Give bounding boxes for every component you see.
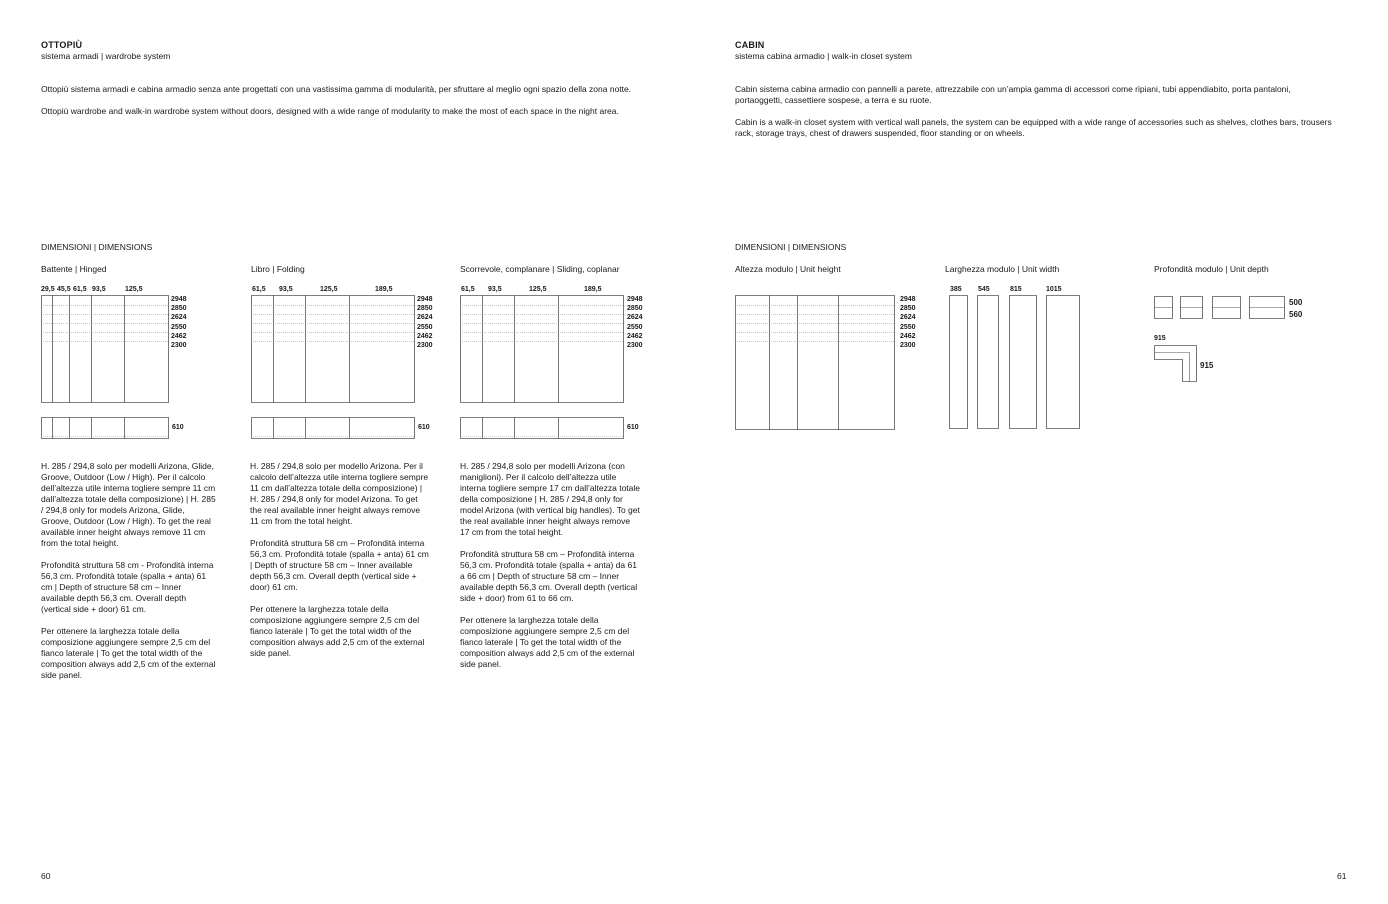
- left-intro-en: Ottopiù wardrobe and walk-in wardrobe system without doors, designed with a wide range of modularity to make the most of each space in the night area.: [41, 106, 619, 116]
- left-title: OTTOPIÙ: [41, 40, 83, 50]
- module-panel-545: [978, 296, 999, 429]
- width-label: 61,5: [252, 286, 266, 293]
- right-intro-en: Cabin is a walk-in closet system with vertical wall panels, the system can be equipped with a wide range of accessories such as shelves, clothes bars, trousers rack, storage trays, chest of drawers suspended, floor standing or on wheels.: [735, 117, 1332, 138]
- hinged-height-labels: [171, 295, 187, 350]
- unit-height-drawing: [735, 295, 895, 430]
- width-label: 1015: [1046, 286, 1062, 293]
- unit-depth-labels: [1289, 297, 1302, 320]
- corner-depth-top-label: 915: [1154, 335, 1166, 342]
- sliding-height-labels: [627, 295, 643, 350]
- height-label: 2948: [627, 296, 643, 303]
- depth-label: 500: [1289, 298, 1303, 307]
- note-paragraph: Profondità struttura 58 cm – Profondità interna 56,3 cm. Profondità totale (spalla + anta) 61 cm | Depth of structure 58 cm – Inner available depth 56,3 cm. Overall depth (vertical side + door) 61 cm.: [250, 538, 429, 592]
- height-label: 2850: [627, 305, 643, 313]
- unit-height-label: Altezza modulo | Unit height: [735, 264, 841, 274]
- right-dimensions-heading: DIMENSIONI | DIMENSIONS: [735, 242, 847, 252]
- height-label: 2948: [900, 296, 916, 303]
- sliding-label: Scorrevole, complanare | Sliding, coplanar: [460, 264, 620, 274]
- note-paragraph: H. 285 / 294,8 solo per modelli Arizona, Glide, Groove, Outdoor (Low / High). Per il calcolo dell’altezza utile interna togliere sempre 11 cm dall’altezza totale della composizione) | H. 285 / 294,8 only for models Arizona, Glide, Groove, Outdoor (Low / High). To get the real available inner height always remove 11 cm from the total height.: [41, 461, 216, 548]
- height-label: 2300: [171, 342, 187, 350]
- height-label: 2624: [900, 314, 916, 322]
- note-paragraph: Per ottenere la larghezza totale della composizione aggiungere sempre 2,5 cm del fianco laterale | To get the total width of the composition always add 2,5 cm of the external side panel.: [460, 615, 635, 669]
- note-paragraph: Per ottenere la larghezza totale della composizione aggiungere sempre 2,5 cm del fianco laterale | To get the total width of the composition always add 2,5 cm of the external side panel.: [41, 626, 216, 680]
- unit-width-drawing: [945, 295, 1085, 430]
- height-label: 2300: [627, 342, 643, 350]
- hinged-notes: [41, 461, 216, 692]
- height-label: 2850: [171, 305, 187, 313]
- hinged-depth-label: 610: [172, 424, 184, 431]
- folding-label: Libro | Folding: [251, 264, 305, 274]
- folding-depth-label: 610: [418, 424, 430, 431]
- width-label: 93,5: [92, 286, 106, 293]
- height-label: 2462: [417, 332, 433, 340]
- width-label: 385: [950, 286, 962, 293]
- folding-elevation-drawing: [251, 295, 415, 403]
- width-label: 189,5: [584, 286, 602, 293]
- height-label: 2624: [171, 314, 187, 322]
- width-label: 125,5: [320, 286, 338, 293]
- module-panel-385: [950, 296, 968, 429]
- left-intro: [41, 84, 681, 128]
- height-label: 2462: [171, 332, 187, 340]
- width-label: 125,5: [529, 286, 547, 293]
- width-label: 45,5: [57, 286, 71, 293]
- width-label: 815: [1010, 286, 1022, 293]
- depth-label: 560: [1289, 309, 1303, 319]
- unit-depth-plan-drawing: [1154, 296, 1286, 322]
- right-intro-it: Cabin sistema cabina armadio con pannelli a parete, attrezzabile con un’ampia gamma di accessori come ripiani, tubi appendiabito, porta pantaloni, portaoggetti, cassettiere sospese, a terra e su ruote.: [735, 84, 1291, 105]
- folding-notes: [250, 461, 430, 670]
- module-panel-815: [1010, 296, 1037, 429]
- module-panel-1015: [1047, 296, 1080, 429]
- height-label: 2850: [417, 305, 433, 313]
- unit-height-labels: [900, 295, 916, 350]
- height-label: 2550: [171, 323, 187, 331]
- right-title: CABIN: [735, 40, 765, 50]
- height-label: 2850: [900, 305, 916, 313]
- unit-width-label: Larghezza modulo | Unit width: [945, 264, 1060, 274]
- width-label: 61,5: [73, 286, 87, 293]
- width-label: 93,5: [488, 286, 502, 293]
- note-paragraph: H. 285 / 294,8 solo per modello Arizona. Per il calcolo dell’altezza utile interna togliere sempre 11 cm dall’altezza totale della composizione) | H. 285 / 294,8 only for model Arizona. To get the real available inner height always remove 11 cm from the total height.: [250, 461, 429, 526]
- width-label: 61,5: [461, 286, 475, 293]
- height-label: 2462: [627, 332, 643, 340]
- page-number-left: 60: [41, 871, 51, 881]
- sliding-depth-label: 610: [627, 424, 639, 431]
- width-label: 93,5: [279, 286, 293, 293]
- sliding-notes: [460, 461, 640, 681]
- folding-plan-drawing: [251, 417, 415, 439]
- hinged-elevation-drawing: [41, 295, 169, 403]
- width-label: 189,5: [375, 286, 393, 293]
- hinged-label: Battente | Hinged: [41, 264, 107, 274]
- left-dimensions-heading: DIMENSIONI | DIMENSIONS: [41, 242, 153, 252]
- page-number-right: 61: [1337, 871, 1347, 881]
- note-paragraph: Profondità struttura 58 cm – Profondità interna 56,3 cm. Profondità totale (spalla + anta) da 61 a 66 cm | Depth of structure 58 cm – Inner available depth 56,3 cm. Overall depth (vertical side + door) from 61 to 66 cm.: [460, 549, 638, 603]
- note-paragraph: Profondità struttura 58 cm - Profondità interna 56,3 cm. Profondità totale (spalla + anta) 61 cm | Depth of structure 58 cm – Inner available depth 56,3 cm. Overall depth (vertical side + door) 61 cm.: [41, 560, 214, 614]
- height-label: 2462: [900, 332, 916, 340]
- note-paragraph: H. 285 / 294,8 solo per modelli Arizona (con maniglioni). Per il calcolo dell’altezza utile interna togliere sempre 17 cm dall’altezza totale della composizione | H. 285 / 294,8 only for model Arizona (with vertical big handles). To get the real available inner height always remove 17 cm from the total height.: [460, 461, 641, 537]
- height-label: 2624: [627, 314, 643, 322]
- width-label: 125,5: [125, 286, 143, 293]
- height-label: 2300: [417, 342, 433, 350]
- height-label: 2300: [900, 342, 916, 350]
- height-label: 2948: [171, 296, 187, 303]
- corner-unit-drawing: [1154, 345, 1200, 383]
- unit-depth-label: Profondità modulo | Unit depth: [1154, 264, 1269, 274]
- height-label: 2550: [627, 323, 643, 331]
- width-label: 545: [978, 286, 990, 293]
- note-paragraph: Per ottenere la larghezza totale della composizione aggiungere sempre 2,5 cm del fianco laterale | To get the total width of the composition always add 2,5 cm of the external side panel.: [250, 604, 425, 658]
- height-label: 2550: [900, 323, 916, 331]
- right-subtitle: sistema cabina armadio | walk-in closet system: [735, 51, 912, 61]
- sliding-elevation-drawing: [460, 295, 624, 403]
- folding-height-labels: [417, 295, 433, 350]
- corner-depth-side-label: 915: [1200, 361, 1214, 370]
- sliding-plan-drawing: [460, 417, 624, 439]
- height-label: 2948: [417, 296, 433, 303]
- width-label: 29,5: [41, 286, 55, 293]
- right-intro: [735, 84, 1335, 150]
- left-intro-it: Ottopiù sistema armadi e cabina armadio senza ante progettati con una vastissima gamma di modularità, per sfruttare al meglio ogni spazio della zona notte.: [41, 84, 632, 94]
- hinged-plan-drawing: [41, 417, 169, 439]
- height-label: 2550: [417, 323, 433, 331]
- height-label: 2624: [417, 314, 433, 322]
- left-subtitle: sistema armadi | wardrobe system: [41, 51, 171, 61]
